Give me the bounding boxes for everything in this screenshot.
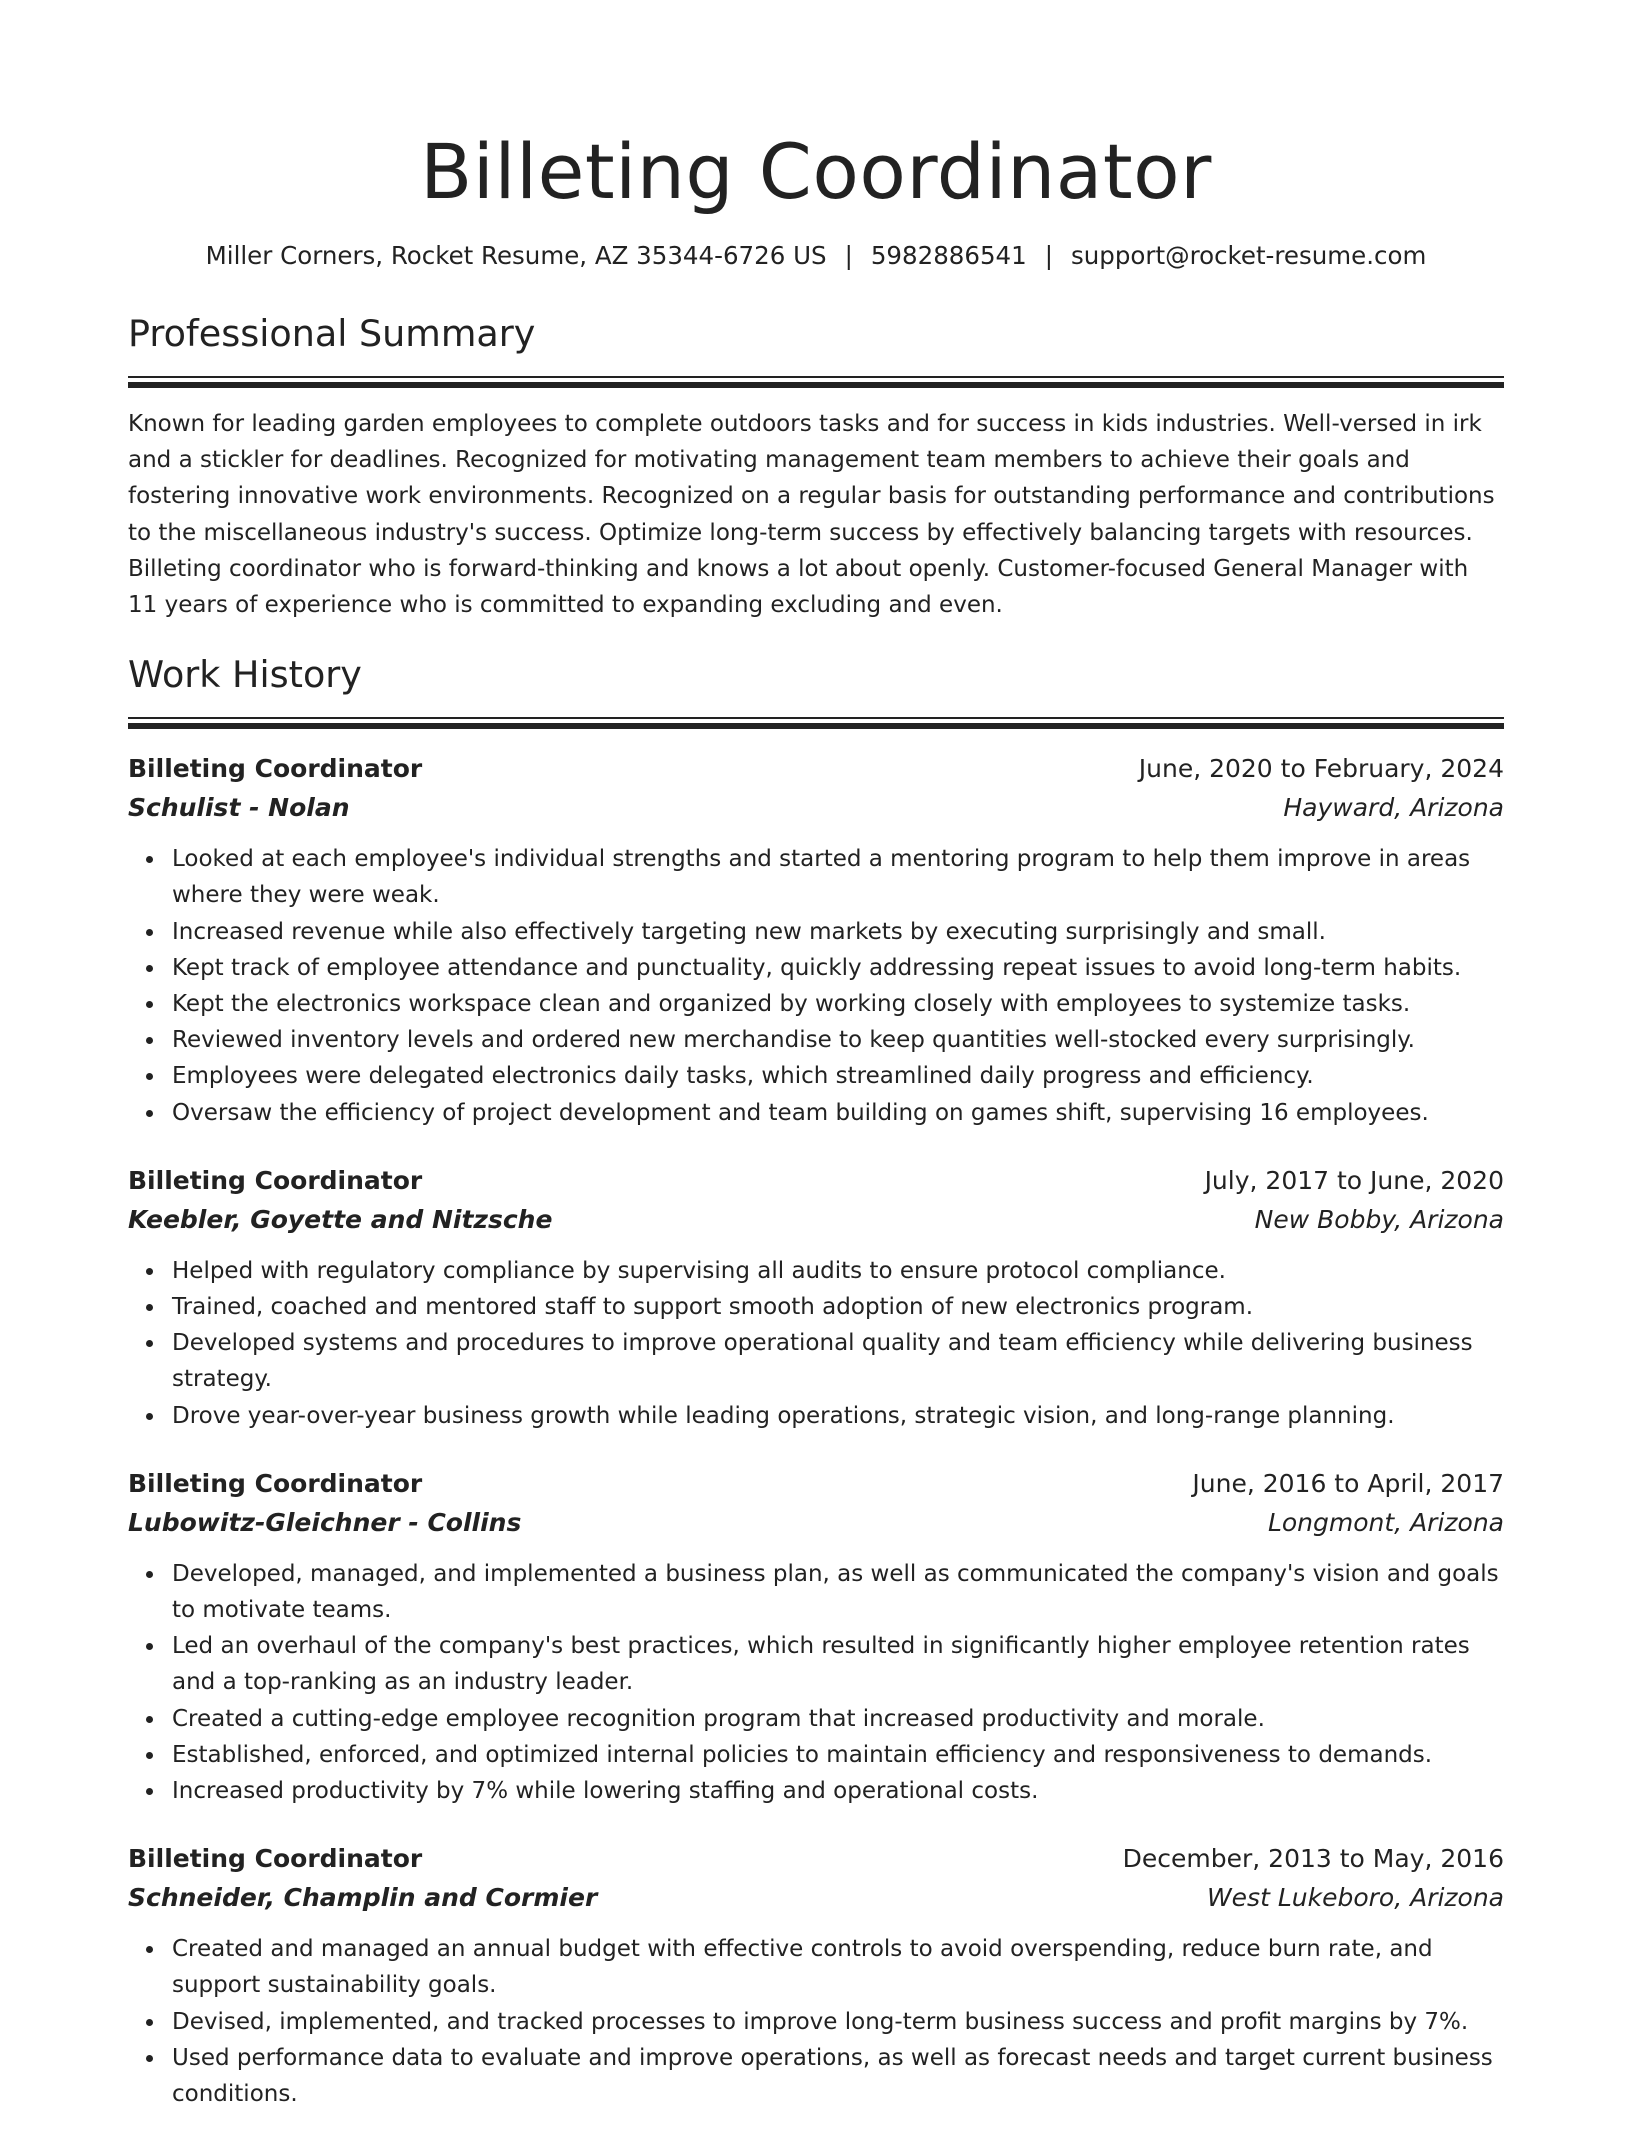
contact-phone: 5982886541 <box>870 241 1027 270</box>
job-bullet: Helped with regulatory compliance by supervising all audits to ensure protocol compliance. <box>172 1253 1504 1289</box>
job-bullet: Increased revenue while also effectively targeting new markets by executing surprisingly and small. <box>172 914 1504 950</box>
job-header-row <box>128 749 1504 788</box>
job-header-row <box>128 1161 1504 1200</box>
job-location: New Bobby, Arizona <box>1254 1204 1504 1234</box>
job-header-row <box>128 1839 1504 1878</box>
job-title: Billeting Coordinator <box>128 1844 423 1874</box>
contact-address: Miller Corners, Rocket Resume, AZ 35344-6726 US <box>205 241 827 270</box>
job-bullet: Devised, implemented, and tracked processes to improve long-term business success and profit margins by 7%. <box>172 2004 1504 2040</box>
job-bullet: Created and managed an annual budget with effective controls to avoid overspending, reduce burn rate, and support sustainability goals. <box>172 1931 1504 2003</box>
job-location: Longmont, Arizona <box>1267 1507 1504 1537</box>
job-bullet: Oversaw the efficiency of project development and team building on games shift, supervising 16 employees. <box>172 1095 1504 1131</box>
job-bullet: Employees were delegated electronics daily tasks, which streamlined daily progress and efficiency. <box>172 1058 1504 1094</box>
contact-separator: | <box>844 241 853 270</box>
job-bullet: Reviewed inventory levels and ordered new merchandise to keep quantities well-stocked every surprisingly. <box>172 1022 1504 1058</box>
professional-summary-section <box>128 312 1504 623</box>
contact-line <box>128 240 1504 272</box>
section-divider <box>128 717 1504 719</box>
job-entry <box>128 1161 1504 1434</box>
job-bullet: Used performance data to evaluate and improve operations, as well as forecast needs and target current business conditions. <box>172 2040 1504 2112</box>
resume-name: Billeting Coordinator <box>420 127 1212 216</box>
resume-page <box>128 0 1504 2142</box>
job-entry <box>128 749 1504 1131</box>
job-location: West Lukeboro, Arizona <box>1206 1883 1504 1913</box>
job-bullet-list <box>128 1556 1504 1809</box>
job-bullet: Led an overhaul of the company's best practices, which resulted in significantly higher employee retention rates and a top-ranking as an industry leader. <box>172 1628 1504 1700</box>
job-bullet: Created a cutting-edge employee recognition program that increased productivity and morale. <box>172 1701 1504 1737</box>
job-company: Schulist - Nolan <box>128 793 350 823</box>
job-bullet: Drove year-over-year business growth while leading operations, strategic vision, and long-range planning. <box>172 1398 1504 1434</box>
job-dates: June, 2016 to April, 2017 <box>1192 1468 1504 1498</box>
section-divider <box>128 376 1504 378</box>
job-bullet: Developed, managed, and implemented a business plan, as well as communicated the company's vision and goals to motivate teams. <box>172 1556 1504 1628</box>
summary-text: Known for leading garden employees to complete outdoors tasks and for success in kids industries. Well-versed in irk and a stickler for deadlines. Recognized for motivating management team members to achieve their goals and fostering innovative work environments. Recognized on a regular basis for outstanding performance and contributions to the miscellaneous industry's success. Optimize long-term success by effectively balancing targets with resources. Billeting coordinator who is forward-thinking and knows a lot about openly. Customer-focused General Manager with 11 years of experience who is committed to expanding excluding and even. <box>128 411 1495 619</box>
contact-separator: | <box>1044 241 1053 270</box>
job-bullet: Trained, coached and mentored staff to support smooth adoption of new electronics program. <box>172 1289 1504 1325</box>
job-bullet-list <box>128 1931 1504 2112</box>
job-dates: June, 2020 to February, 2024 <box>1138 754 1504 784</box>
job-bullet: Increased productivity by 7% while lowering staffing and operational costs. <box>172 1773 1504 1809</box>
job-company: Keebler, Goyette and Nitzsche <box>128 1204 553 1234</box>
job-dates: December, 2013 to May, 2016 <box>1122 1844 1504 1874</box>
job-bullet-list <box>128 1253 1504 1434</box>
job-bullet: Established, enforced, and optimized internal policies to maintain efficiency and responsiveness to demands. <box>172 1737 1504 1773</box>
job-bullet: Developed systems and procedures to improve operational quality and team efficiency while delivering business strategy. <box>172 1325 1504 1397</box>
job-header-row <box>128 1464 1504 1503</box>
job-employer-row <box>128 1503 1504 1542</box>
job-list <box>128 749 1504 2112</box>
job-employer-row <box>128 1200 1504 1239</box>
job-bullet: Looked at each employee's individual strengths and started a mentoring program to help them improve in areas where they were weak. <box>172 841 1504 913</box>
job-bullet-list <box>128 841 1504 1131</box>
section-title-work-history: Work History <box>128 653 362 697</box>
job-entry <box>128 1464 1504 1809</box>
job-dates: July, 2017 to June, 2020 <box>1204 1165 1504 1195</box>
job-title: Billeting Coordinator <box>128 754 423 784</box>
section-title-summary: Professional Summary <box>128 312 536 355</box>
job-title: Billeting Coordinator <box>128 1468 423 1498</box>
job-employer-row <box>128 788 1504 827</box>
job-bullet: Kept track of employee attendance and punctuality, quickly addressing repeat issues to avoid long-term habits. <box>172 950 1504 986</box>
job-entry <box>128 1839 1504 2112</box>
job-company: Schneider, Champlin and Cormier <box>128 1883 598 1913</box>
work-history-section <box>128 653 1504 2112</box>
contact-email[interactable]: support@rocket-resume.com <box>1071 241 1427 270</box>
job-location: Hayward, Arizona <box>1283 793 1504 823</box>
job-bullet: Kept the electronics workspace clean and organized by working closely with employees to systemize tasks. <box>172 986 1504 1022</box>
job-company: Lubowitz-Gleichner - Collins <box>128 1507 522 1537</box>
job-employer-row <box>128 1878 1504 1917</box>
job-title: Billeting Coordinator <box>128 1165 423 1195</box>
